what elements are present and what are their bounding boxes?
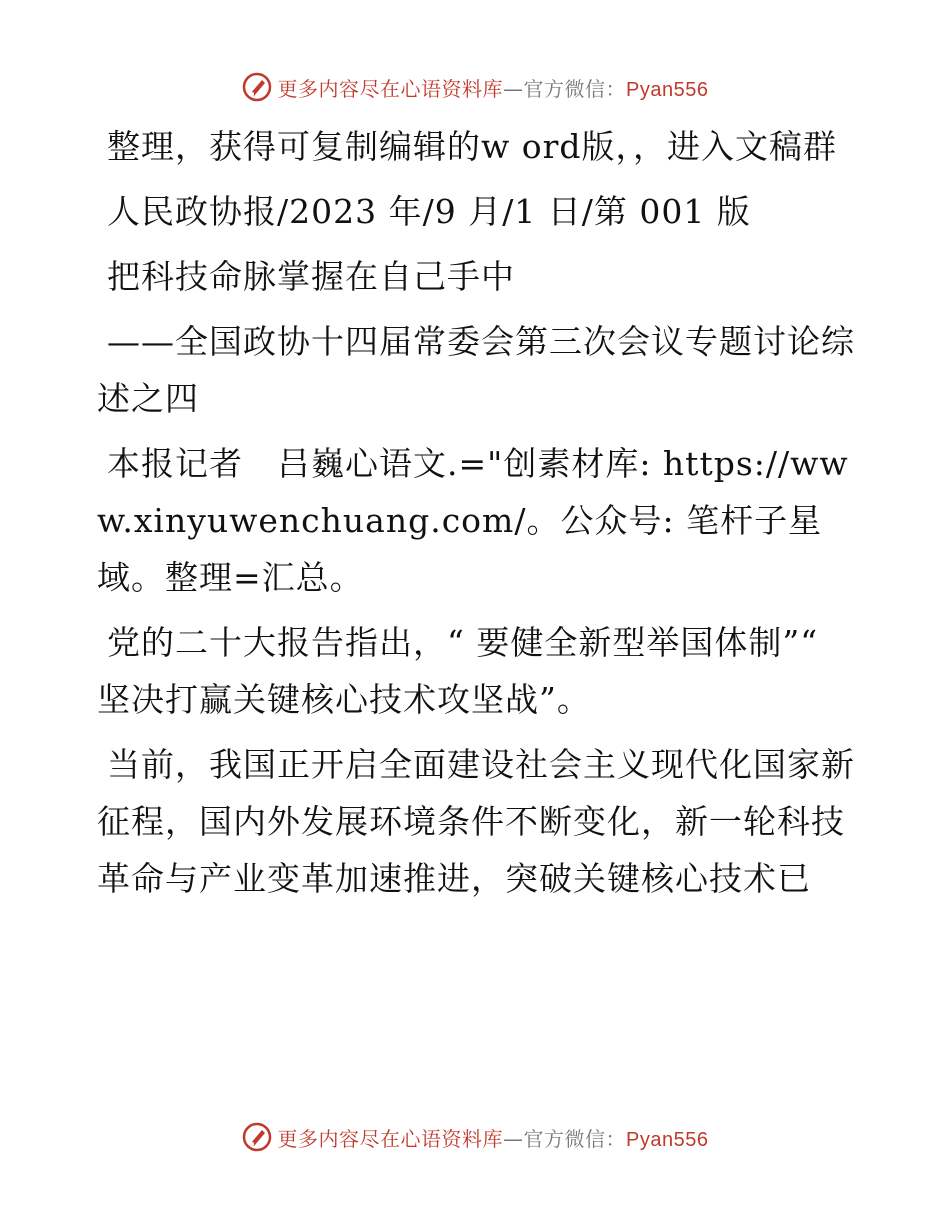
paragraph: 党的二十大报告指出，“ 要健全新型举国体制”“ 坚决打赢关键核心技术攻坚战”。 (97, 623, 819, 719)
pen-logo-icon (242, 72, 272, 102)
watermark-dash: — (503, 1126, 524, 1151)
paragraph: 本报记者 吕巍心语文.="创素材库: https://www.xinyuwenchuang.com/。公众号: 笔杆子星域。整理=汇总。 (97, 444, 849, 597)
watermark-label: 官方微信： (523, 1126, 627, 1151)
watermark-main: 更多内容尽在心语资料库 (277, 1126, 504, 1151)
paragraph: 整理，获得可复制编辑的w ord版，，进入文稿群 (107, 127, 838, 166)
article-subtitle: ——全国政协十四届常委会第三次会议专题讨论综述之四 (97, 322, 855, 418)
document-body (97, 118, 857, 915)
pen-logo-icon (242, 1122, 272, 1152)
paragraph: 当前，我国正开启全面建设社会主义现代化国家新征程，国内外发展环境条件不断变化，新一轮科技革命与产业变革加速推进，突破关键核心技术已 (97, 745, 855, 898)
footer-watermark (0, 1122, 950, 1152)
watermark-text (278, 73, 709, 102)
header-watermark (0, 72, 950, 102)
watermark-main: 更多内容尽在心语资料库 (277, 76, 504, 101)
watermark-text (278, 1123, 709, 1152)
article-title: 把科技命脉掌握在自己手中 (107, 257, 515, 296)
watermark-dash: — (503, 76, 524, 101)
paragraph: 人民政协报/2023 年/9 月/1 日/第 001 版 (107, 192, 751, 231)
watermark-label: 官方微信： (523, 76, 627, 101)
watermark-account: Pyan556 (626, 1128, 709, 1151)
watermark-account: Pyan556 (626, 78, 709, 101)
